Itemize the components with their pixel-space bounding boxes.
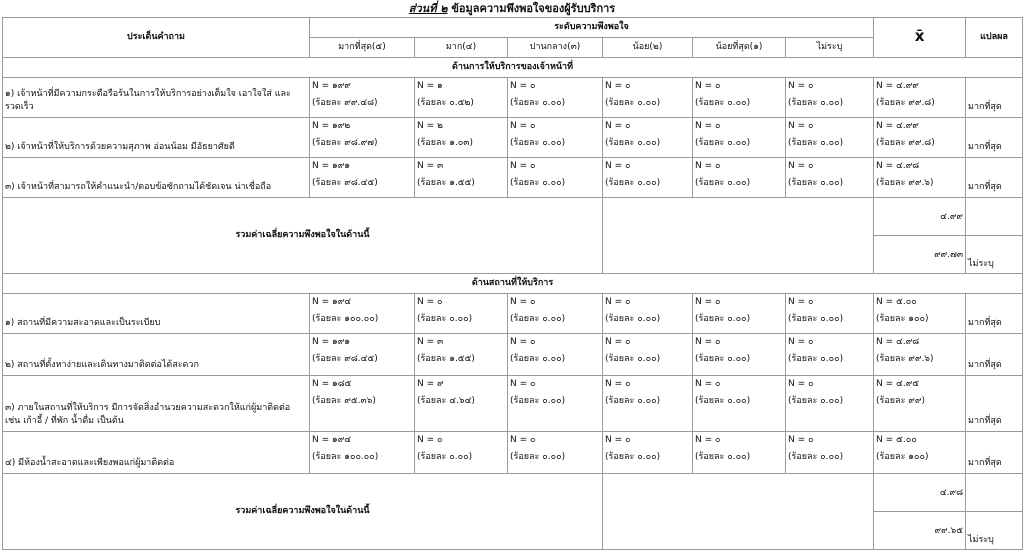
count-value: N = ๓ (417, 337, 444, 347)
summary-label: รวมค่าเฉลี่ยความพึงพอใจในด้านนี้ (3, 474, 603, 550)
count-value: N = ๓ (417, 161, 444, 171)
report-title (0, 0, 1024, 17)
level-cell (415, 334, 508, 376)
summary-row (3, 474, 1023, 512)
percent-value: (ร้อยละ ๔.๖๔) (417, 396, 475, 406)
percent-value: (ร้อยละ ๐.๐๐) (788, 98, 844, 108)
count-value: N = ๔.๙๘ (876, 161, 920, 171)
level-cell (508, 334, 603, 376)
question-text: ๒) เจ้าหน้าที่ให้บริการด้วยความสุภาพ อ่อนน้อม มีอัธยาศัยดี (5, 142, 235, 152)
header-level-5: มากที่สุด(๕) (310, 38, 415, 58)
percent-value: (ร้อยละ ๐.๐๐) (788, 314, 844, 324)
level-cell (508, 432, 603, 474)
question-cell (3, 78, 310, 118)
percent-value: (ร้อยละ ๙๙.๘) (876, 138, 935, 148)
percent-value: (ร้อยละ ๐.๐๐) (417, 452, 473, 462)
question-text: ๒) สถานที่ตั้งหาง่ายและเดินทางมาติดต่อได้สะดวก (5, 360, 199, 370)
percent-value: (ร้อยละ ๐.๐๐) (788, 138, 844, 148)
level-cell (603, 334, 693, 376)
percent-value: (ร้อยละ ๙๙.๖) (876, 178, 934, 188)
count-value: N = ๐ (788, 297, 814, 307)
level-cell (786, 294, 874, 334)
percent-value: (ร้อยละ ๐.๐๐) (605, 98, 661, 108)
count-value: N = ๑๙๒ (312, 121, 351, 131)
summary-result-blank (966, 474, 1023, 512)
percent-value: (ร้อยละ ๐.๐๐) (510, 314, 566, 324)
header-mean: x̄ (914, 26, 925, 45)
level-cell (508, 78, 603, 118)
count-value: N = ๕.๐๐ (876, 435, 917, 445)
level-cell (786, 432, 874, 474)
percent-value: (ร้อยละ ๐.๐๐) (510, 452, 566, 462)
summary-percent: ๙๙.๗๓ (874, 236, 966, 274)
percent-value: (ร้อยละ ๐.๐๐) (695, 354, 751, 364)
count-value: N = ๐ (695, 297, 721, 307)
level-cell (603, 376, 693, 432)
level-cell (310, 376, 415, 432)
summary-label: รวมค่าเฉลี่ยความพึงพอใจในด้านนี้ (3, 198, 603, 274)
percent-value: (ร้อยละ ๐.๐๐) (510, 354, 566, 364)
percent-value: (ร้อยละ ๙๙) (876, 396, 925, 406)
percent-value: (ร้อยละ ๙๙.๘) (876, 98, 935, 108)
result-cell: มากที่สุด (966, 78, 1023, 118)
level-cell (310, 78, 415, 118)
count-value: N = ๒ (417, 121, 443, 131)
table-body (3, 18, 1023, 550)
percent-value: (ร้อยละ ๐.๐๐) (605, 396, 661, 406)
percent-value: (ร้อยละ ๐.๕๒) (417, 98, 474, 108)
percent-value: (ร้อยละ ๐.๐๐) (695, 452, 751, 462)
percent-value: (ร้อยละ ๑๐๐.๐๐) (312, 314, 379, 324)
level-cell (415, 158, 508, 198)
count-value: N = ๑๙๔ (312, 297, 352, 307)
level-cell (693, 118, 786, 158)
result-cell: มากที่สุด (966, 294, 1023, 334)
question-cell (3, 432, 310, 474)
percent-value: (ร้อยละ ๑.๕๕) (417, 178, 475, 188)
count-value: N = ๑๙๑ (312, 161, 351, 171)
count-value: N = ๐ (788, 81, 814, 91)
header-level-1: น้อยที่สุด(๑) (693, 38, 786, 58)
count-value: N = ๐ (510, 81, 536, 91)
table-row (3, 294, 1023, 334)
result-cell: มากที่สุด (966, 432, 1023, 474)
percent-value: (ร้อยละ ๐.๐๐) (510, 178, 566, 188)
level-cell (310, 158, 415, 198)
level-cell (786, 334, 874, 376)
count-value: N = ๐ (788, 379, 814, 389)
level-cell (310, 294, 415, 334)
count-value: N = ๐ (605, 161, 631, 171)
percent-value: (ร้อยละ ๐.๐๐) (788, 452, 844, 462)
summary-row (3, 198, 1023, 236)
header-interpret: แปลผล (966, 18, 1023, 58)
count-value: N = ๔.๙๙ (876, 121, 919, 131)
percent-value: (ร้อยละ ๐.๐๐) (695, 396, 751, 406)
count-value: N = ๙ (417, 379, 444, 389)
count-value: N = ๔.๙๕ (876, 379, 920, 389)
mean-cell (874, 432, 966, 474)
count-value: N = ๑๙๙ (312, 81, 351, 91)
percent-value: (ร้อยละ ๐.๐๐) (510, 396, 566, 406)
level-cell (603, 118, 693, 158)
count-value: N = ๐ (605, 121, 631, 131)
percent-value: (ร้อยละ ๐.๐๐) (695, 98, 751, 108)
question-text: ๓) ภายในสถานที่ให้บริการ มีการจัดสิ่งอำนวยความสะดวกให้แก่ผู้มาติดต่อ (5, 403, 291, 413)
question-cell (3, 376, 310, 432)
percent-value: (ร้อยละ ๙๘.๙๗) (312, 138, 378, 148)
question-text: ๑) เจ้าหน้าที่มีความกระตือรือร้นในการให้บริการอย่างเต็มใจ เอาใจใส่ และ (5, 89, 291, 99)
level-cell (693, 376, 786, 432)
level-cell (603, 294, 693, 334)
percent-value: (ร้อยละ ๐.๐๐) (510, 98, 566, 108)
header-question: ประเด็นคำถาม (3, 18, 310, 58)
summary-result: ไม่ระบุ (966, 512, 1023, 550)
question-text: เช่น เก้าอี้ / ที่พัก น้ำดื่ม เป็นต้น (5, 416, 124, 426)
level-cell (603, 158, 693, 198)
mean-cell (874, 158, 966, 198)
count-value: N = ๔.๙๙ (876, 81, 919, 91)
count-value: N = ๐ (510, 379, 536, 389)
count-value: N = ๐ (605, 379, 631, 389)
summary-result-blank (966, 198, 1023, 236)
count-value: N = ๐ (510, 161, 536, 171)
count-value: N = ๐ (605, 435, 631, 445)
level-cell (310, 432, 415, 474)
count-value: N = ๑ (417, 81, 443, 91)
question-cell (3, 118, 310, 158)
percent-value: (ร้อยละ ๙๘.๔๕) (312, 354, 378, 364)
level-cell (415, 118, 508, 158)
title-part: ส่วนที่ ๒ (408, 2, 448, 15)
question-text: ๔) มีห้องน้ำสะอาดและเพียงพอแก่ผู้มาติดต่อ (5, 458, 175, 468)
count-value: N = ๐ (695, 435, 721, 445)
level-cell (786, 118, 874, 158)
level-cell (603, 432, 693, 474)
count-value: N = ๐ (417, 297, 443, 307)
table-row (3, 158, 1023, 198)
header-mean-cell (874, 18, 966, 58)
count-value: N = ๐ (788, 121, 814, 131)
count-value: N = ๐ (510, 297, 536, 307)
level-cell (693, 78, 786, 118)
question-cell (3, 158, 310, 198)
level-cell (693, 158, 786, 198)
level-cell (603, 78, 693, 118)
count-value: N = ๑๘๕ (312, 379, 352, 389)
header-level-group: ระดับความพึงพอใจ (310, 18, 874, 38)
percent-value: (ร้อยละ ๑๐๐) (876, 314, 929, 324)
level-cell (310, 118, 415, 158)
table-row (3, 334, 1023, 376)
percent-value: (ร้อยละ ๐.๐๐) (605, 354, 661, 364)
level-cell (415, 376, 508, 432)
level-cell (508, 118, 603, 158)
level-cell (508, 376, 603, 432)
percent-value: (ร้อยละ ๑๐๐) (876, 452, 929, 462)
percent-value: (ร้อยละ ๐.๐๐) (417, 314, 473, 324)
percent-value: (ร้อยละ ๑.๕๕) (417, 354, 475, 364)
section-title: ด้านการให้บริการของเจ้าหน้าที่ (3, 58, 1023, 78)
header-level-2: น้อย(๒) (603, 38, 693, 58)
percent-value: (ร้อยละ ๐.๐๐) (510, 138, 566, 148)
header-level-na: ไม่ระบุ (786, 38, 874, 58)
question-cell (3, 334, 310, 376)
count-value: N = ๐ (605, 337, 631, 347)
summary-blank (603, 198, 874, 274)
percent-value: (ร้อยละ ๑๐๐.๐๐) (312, 452, 379, 462)
count-value: N = ๐ (510, 435, 536, 445)
satisfaction-table (2, 17, 1023, 550)
summary-result: ไม่ระบุ (966, 236, 1023, 274)
level-cell (786, 78, 874, 118)
count-value: N = ๕.๐๐ (876, 297, 917, 307)
count-value: N = ๐ (510, 337, 536, 347)
count-value: N = ๑๙๑ (312, 337, 351, 347)
count-value: N = ๐ (695, 81, 721, 91)
percent-value: (ร้อยละ ๐.๐๐) (788, 354, 844, 364)
percent-value: (ร้อยละ ๐.๐๐) (695, 178, 751, 188)
count-value: N = ๐ (788, 435, 814, 445)
summary-mean: ๔.๙๘ (874, 474, 966, 512)
percent-value: (ร้อยละ ๐.๐๐) (788, 178, 844, 188)
percent-value: (ร้อยละ ๙๕.๓๖) (312, 396, 376, 406)
count-value: N = ๐ (695, 337, 721, 347)
level-cell (693, 432, 786, 474)
percent-value: (ร้อยละ ๐.๐๐) (695, 314, 751, 324)
percent-value: (ร้อยละ ๙๙.๖) (876, 354, 934, 364)
level-cell (786, 376, 874, 432)
question-cell (3, 294, 310, 334)
level-cell (310, 334, 415, 376)
result-cell: มากที่สุด (966, 158, 1023, 198)
result-cell: มากที่สุด (966, 334, 1023, 376)
level-cell (508, 294, 603, 334)
level-cell (693, 334, 786, 376)
count-value: N = ๐ (788, 161, 814, 171)
count-value: N = ๐ (417, 435, 443, 445)
percent-value: (ร้อยละ ๐.๐๐) (605, 314, 661, 324)
percent-value: (ร้อยละ ๐.๐๐) (605, 178, 661, 188)
level-cell (415, 294, 508, 334)
mean-cell (874, 78, 966, 118)
count-value: N = ๐ (510, 121, 536, 131)
level-cell (508, 158, 603, 198)
section-title: ด้านสถานที่ให้บริการ (3, 274, 1023, 294)
count-value: N = ๑๙๔ (312, 435, 352, 445)
percent-value: (ร้อยละ ๙๙.๔๘) (312, 98, 378, 108)
table-row (3, 376, 1023, 432)
summary-blank (603, 474, 874, 550)
summary-mean: ๔.๙๙ (874, 198, 966, 236)
title-text: ข้อมูลความพึงพอใจของผู้รับบริการ (447, 2, 616, 15)
level-cell (415, 432, 508, 474)
level-cell (693, 294, 786, 334)
percent-value: (ร้อยละ ๐.๐๐) (605, 452, 661, 462)
question-text: รวดเร็ว (5, 102, 34, 112)
count-value: N = ๐ (788, 337, 814, 347)
percent-value: (ร้อยละ ๐.๐๐) (605, 138, 661, 148)
table-row (3, 118, 1023, 158)
percent-value: (ร้อยละ ๐.๐๐) (788, 396, 844, 406)
table-row (3, 78, 1023, 118)
mean-cell (874, 294, 966, 334)
header-level-4: มาก(๔) (415, 38, 508, 58)
table-row (3, 432, 1023, 474)
result-cell: มากที่สุด (966, 118, 1023, 158)
count-value: N = ๔.๙๘ (876, 337, 920, 347)
summary-percent: ๙๙.๖๕ (874, 512, 966, 550)
count-value: N = ๐ (695, 161, 721, 171)
count-value: N = ๐ (695, 379, 721, 389)
count-value: N = ๐ (605, 297, 631, 307)
percent-value: (ร้อยละ ๑.๐๓) (417, 138, 473, 148)
question-text: ๑) สถานที่มีความสะอาดและเป็นระเบียบ (5, 318, 161, 328)
level-cell (415, 78, 508, 118)
mean-cell (874, 376, 966, 432)
level-cell (786, 158, 874, 198)
count-value: N = ๐ (695, 121, 721, 131)
count-value: N = ๐ (605, 81, 631, 91)
result-cell: มากที่สุด (966, 376, 1023, 432)
header-level-3: ปานกลาง(๓) (508, 38, 603, 58)
mean-cell (874, 334, 966, 376)
question-text: ๓) เจ้าหน้าที่สามารถให้คำแนะนำ/ตอบข้อซักถามได้ชัดเจน น่าเชื่อถือ (5, 182, 272, 192)
percent-value: (ร้อยละ ๙๘.๔๕) (312, 178, 378, 188)
mean-cell (874, 118, 966, 158)
percent-value: (ร้อยละ ๐.๐๐) (695, 138, 751, 148)
